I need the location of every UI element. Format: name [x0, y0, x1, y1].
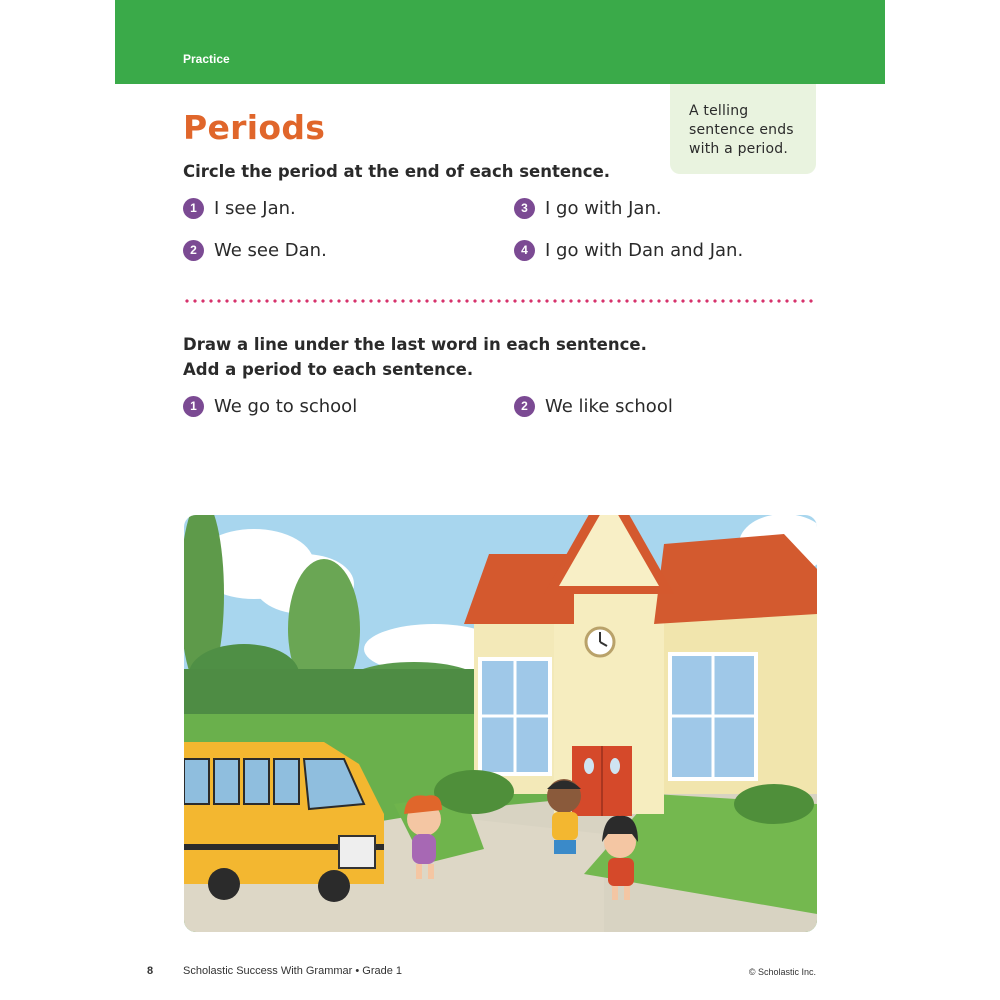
sentence-text[interactable]: We see Dan. [214, 239, 327, 261]
sentence-text[interactable]: We go to school [214, 395, 358, 417]
dotted-divider [183, 299, 817, 303]
exercise-item [514, 195, 662, 221]
page-title: Periods [183, 108, 326, 147]
sentence-text[interactable]: I go with Jan. [545, 197, 662, 219]
number-badge: 1 [183, 198, 204, 219]
tip-line: A telling [689, 103, 749, 119]
book-title: Scholastic Success With Grammar • Grade 1 [183, 965, 403, 977]
page-number: 8 [147, 965, 154, 977]
school-bus [184, 742, 384, 902]
header-band [115, 0, 885, 84]
number-badge: 4 [514, 240, 535, 261]
exercise-item [183, 393, 357, 419]
instruction-add-period: Add a period to each sentence. [183, 360, 474, 379]
number-badge: 3 [514, 198, 535, 219]
sentence-text[interactable]: I go with Dan and Jan. [545, 239, 744, 261]
sentence-text[interactable]: I see Jan. [214, 197, 296, 219]
tip-line: sentence ends [689, 122, 794, 138]
exercise-item [183, 237, 327, 263]
clock-icon [586, 628, 614, 656]
number-badge: 2 [514, 396, 535, 417]
tip-line: with a period. [689, 141, 789, 157]
tip-box [670, 84, 816, 174]
copyright: © Scholastic Inc. [748, 967, 816, 977]
number-badge: 2 [183, 240, 204, 261]
number-badge: 1 [183, 396, 204, 417]
section-label: Practice [183, 52, 230, 66]
exercise-item [514, 237, 743, 263]
exercise-item [514, 393, 673, 419]
school-scene-illustration [184, 474, 817, 932]
instruction-circle-period: Circle the period at the end of each sentence. [183, 162, 611, 181]
sentence-text[interactable]: We like school [545, 395, 673, 417]
instruction-underline: Draw a line under the last word in each sentence. [183, 335, 647, 354]
exercise-item [183, 195, 296, 221]
